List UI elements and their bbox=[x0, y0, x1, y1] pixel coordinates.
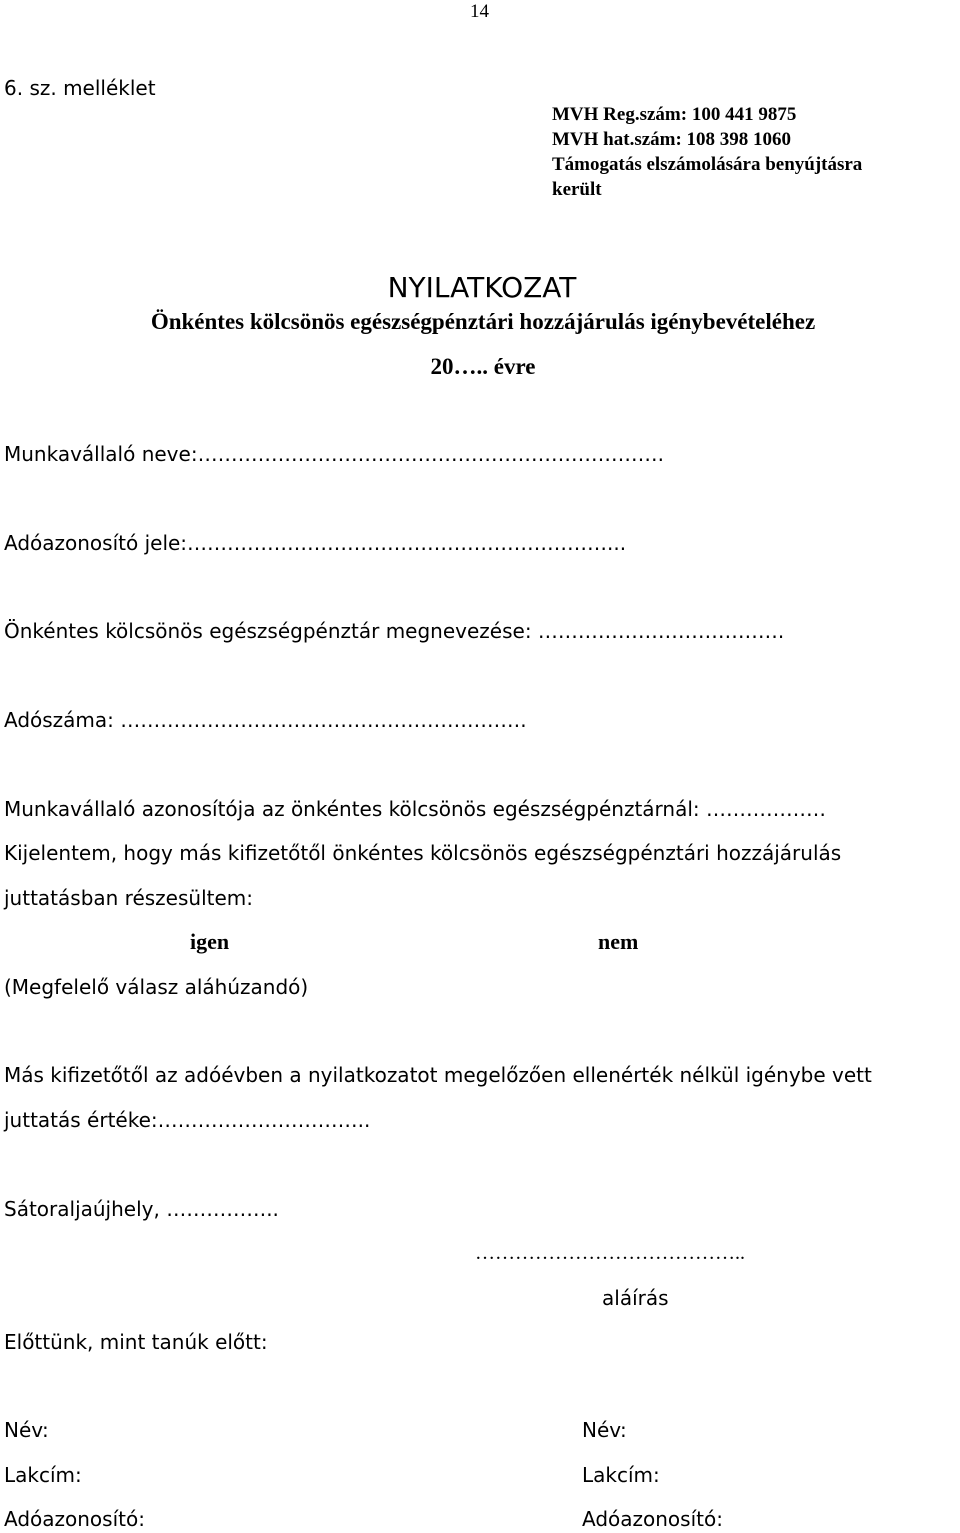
declaration-line2: juttatásban részesültem: bbox=[4, 886, 254, 910]
tax-number-field: Adószáma: ……………………………………………………. bbox=[4, 708, 527, 732]
page-number: 14 bbox=[470, 1, 489, 22]
hat-number: MVH hat.szám: 108 398 1060 bbox=[552, 129, 792, 150]
witness-right-address-label: Lakcím: bbox=[582, 1463, 660, 1487]
submission-note-line1: Támogatás elszámolására benyújtásra bbox=[552, 154, 863, 175]
witness-left-address-label: Lakcím: bbox=[4, 1463, 82, 1487]
place-date-line: Sátoraljaújhely, …………….. bbox=[4, 1197, 279, 1221]
witness-right-name-label: Név: bbox=[582, 1418, 627, 1442]
signature-line: ………………………………….. bbox=[475, 1242, 745, 1264]
value-statement-line2: juttatás értéke:………………………….. bbox=[4, 1108, 371, 1132]
witness-left-name-label: Név: bbox=[4, 1418, 49, 1442]
reg-number: MVH Reg.szám: 100 441 9875 bbox=[552, 104, 797, 125]
declaration-line1: Kijelentem, hogy más kifizetőtől önkéntes kölcsönös egészségpénztári hozzájárulás bbox=[4, 841, 842, 865]
answer-hint: (Megfelelő válasz aláhúzandó) bbox=[4, 975, 309, 999]
submission-note-line2: került bbox=[552, 179, 602, 200]
witness-left-tax-label: Adóazonosító: bbox=[4, 1507, 145, 1531]
value-statement-line1: Más kifizetőtől az adóévben a nyilatkozatot megelőzően ellenérték nélkül igénybe vett bbox=[4, 1063, 872, 1087]
witness-right-tax-label: Adóazonosító: bbox=[582, 1507, 723, 1531]
member-id-field: Munkavállaló azonosítója az önkéntes kölcsönös egészségpénztárnál: ……………… bbox=[4, 797, 827, 821]
employee-name-field: Munkavállaló neve:……………………………………………………………. bbox=[4, 442, 664, 466]
document-subtitle: Önkéntes kölcsönös egészségpénztári hozzájárulás igénybevételéhez bbox=[150, 309, 816, 334]
document-title: NYILATKOZAT bbox=[387, 271, 577, 304]
annex-label: 6. sz. melléklet bbox=[4, 76, 156, 100]
option-no: nem bbox=[598, 929, 639, 954]
year-line: 20….. évre bbox=[430, 354, 536, 379]
witnesses-intro: Előttünk, mint tanúk előtt: bbox=[4, 1330, 268, 1354]
signature-label: aláírás bbox=[602, 1286, 669, 1310]
fund-name-field: Önkéntes kölcsönös egészségpénztár megnevezése: ………………………………. bbox=[4, 619, 785, 643]
tax-id-field: Adóazonosító jele:………………………………………………………... bbox=[4, 531, 627, 555]
option-yes: igen bbox=[190, 929, 230, 954]
